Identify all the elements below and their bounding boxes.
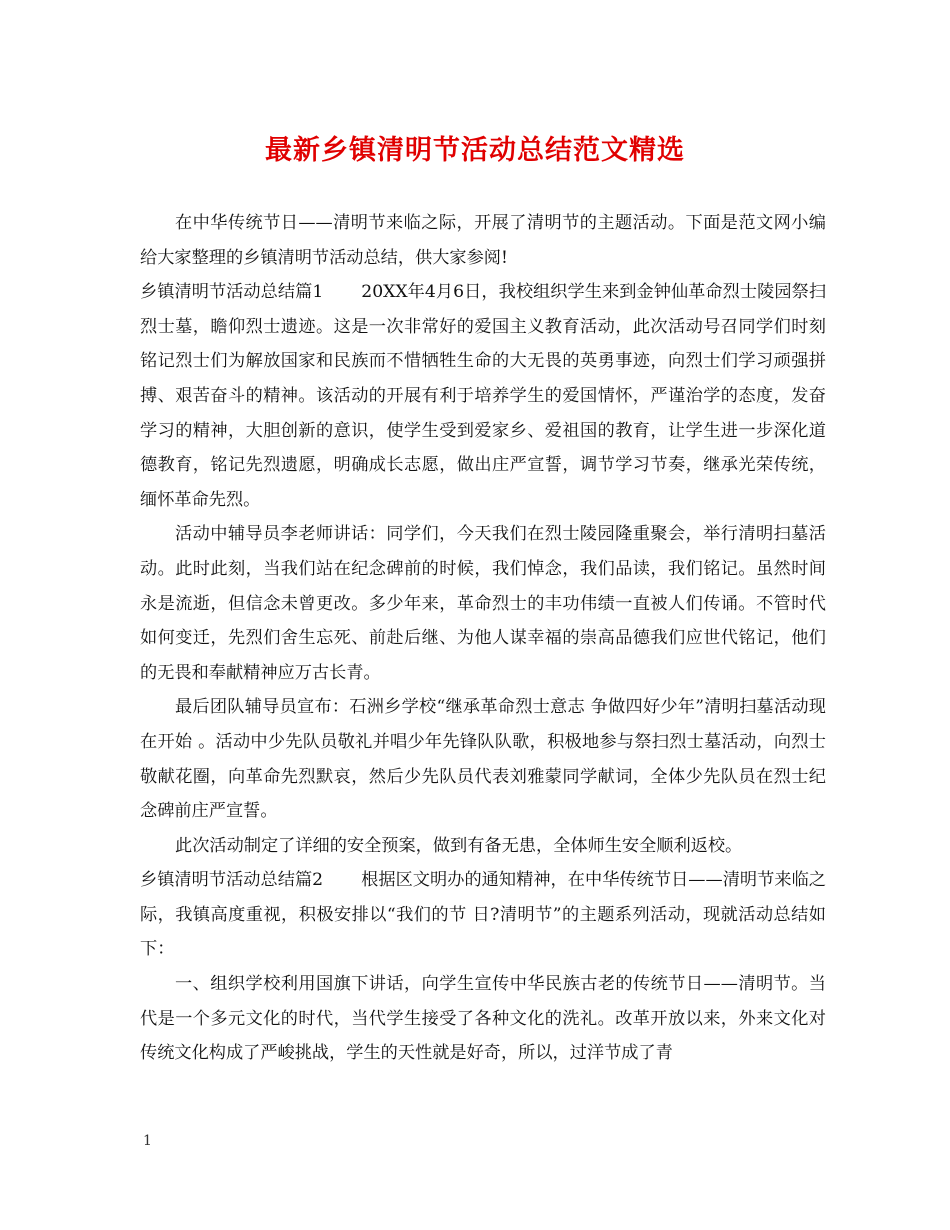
section-heading: 乡镇清明节活动总结篇1 <box>140 282 324 303</box>
document-body <box>140 206 826 1071</box>
paragraph-section-1 <box>140 275 826 517</box>
document-title: 最新乡镇清明节活动总结范文精选 <box>265 135 685 166</box>
paragraph-safety <box>140 829 826 864</box>
page-number: 1 <box>143 1133 152 1149</box>
paragraph-text: 此次活动制定了详细的安全预案，做到有备无患，全体师生安全顺利返校。 <box>175 835 743 856</box>
paragraph-text: 在中华传统节日——清明节来临之际，开展了清明节的主题活动。下面是范文网小编给大家整理的乡镇清明节活动总结，供大家参阅! <box>140 213 826 268</box>
paragraph-text: 根据区文明办的通知精神，在中华传统节日——清明节来临之际，我镇高度重视，积极安排以“我们的节 日?清明节”的主题系列活动，现就活动总结如下： <box>140 870 826 960</box>
paragraph-text: 一、组织学校利用国旗下讲话，向学生宣传中华民族古老的传统节日——清明节。当代是一个多元文化的时代，当代学生接受了各种文化的洗礼。改革开放以来，外来文化对传统文化构成了严峻挑战，学生的天性就是好奇，所以，过洋节成了青 <box>140 974 826 1064</box>
paragraph-text: 20XX年4月6日，我校组织学生来到金钟仙革命烈士陵园祭扫烈士墓，瞻仰烈士遗迹。这是一次非常好的爱国主义教育活动，此次活动号召同学们时刻铭记烈士们为解放国家和民族而不惜牺牲生命的大无畏的英勇事迹，向烈士们学习顽强拼搏、艰苦奋斗的精神。该活动的开展有利于培养学生的爱国情怀，严谨治学的态度，发奋学习的精神，大胆创新的意识，使学生受到爱家乡、爱祖国的教育，让学生进一步深化道德教育，铭记先烈遗愿，明确成长志愿，做出庄严宣誓，调节学习节奏，继承光荣传统，缅怀革命先烈。 <box>140 282 827 510</box>
paragraph-speech <box>140 517 826 690</box>
paragraph-announcement <box>140 690 826 828</box>
paragraph-intro <box>140 206 826 275</box>
section-heading: 乡镇清明节活动总结篇2 <box>140 870 324 891</box>
paragraph-text: 活动中辅导员李老师讲话：同学们，今天我们在烈士陵园隆重聚会，举行清明扫墓活动。此时此刻，当我们站在纪念碑前的时候，我们悼念，我们品读，我们铭记。虽然时间永是流逝，但信念未曾更改。多少年来，革命烈士的丰功伟绩一直被人们传诵。不管时代如何变迁，先烈们舍生忘死、前赴后继、为他人谋幸福的崇高品德我们应世代铭记，他们的无畏和奉献精神应万古长青。 <box>140 524 826 683</box>
paragraph-text: 最后团队辅导员宣布：石洲乡学校“继承革命烈士意志 争做四好少年”清明扫墓活动现在开始 。活动中少先队员敬礼并唱少年先锋队队歌，积极地参与祭扫烈士墓活动，向烈士敬献花圈，向革命先烈默哀，然后少先队员代表刘雅蒙同学献词，全体少先队员在烈士纪念碑前庄严宣誓。 <box>140 697 826 822</box>
paragraph-item-1 <box>140 967 826 1071</box>
paragraph-section-2 <box>140 863 826 967</box>
